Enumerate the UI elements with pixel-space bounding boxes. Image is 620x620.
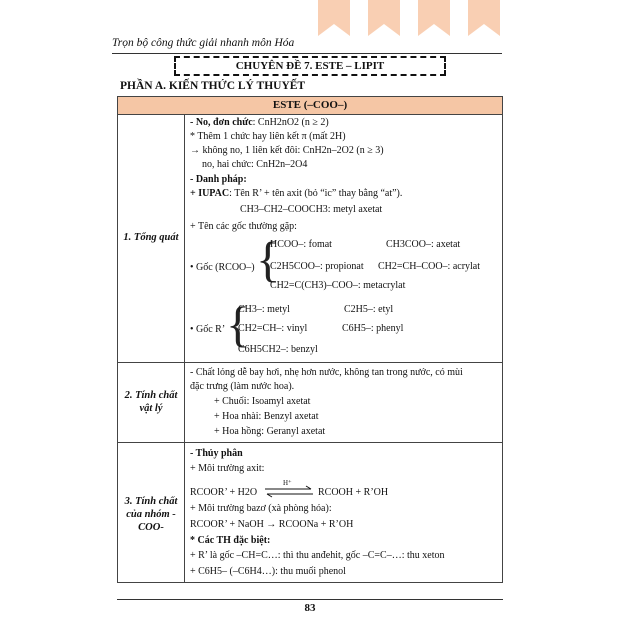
text-line: C2H5COO–: propionat <box>270 261 364 272</box>
catalyst-label: H⁺ <box>283 479 292 487</box>
running-head: Trọn bộ công thức giải nhanh môn Hóa <box>112 37 295 49</box>
text-line: - Thủy phân <box>190 448 243 459</box>
text-line: CH2=C(CH3)–COO–: metacrylat <box>270 280 406 291</box>
text-line: - Chất lỏng dễ bay hơi, nhẹ hơn nước, không tan trong nước, có mùi <box>190 367 463 378</box>
text-line: CH2=CH–COO–: acrylat <box>378 261 481 272</box>
text-line: → không no, 1 liên kết đôi: CnH2n–2O2 (n ≥ 3) <box>190 145 384 156</box>
text-line: + Môi trường axit: <box>190 463 265 474</box>
text-line: no, hai chức: CnH2n–2O4 <box>202 159 308 170</box>
text-bold: - No, đơn chức <box>190 117 253 128</box>
text-line: C2H5–: etyl <box>344 304 394 315</box>
part-title: PHẦN A. KIẾN THỨC LÝ THUYẾT <box>120 80 306 92</box>
banner-shape <box>318 0 350 36</box>
text-line: CH3–CH2–COOCH3: metyl axetat <box>240 204 383 215</box>
text-line: RCOOR’ + NaOH → RCOONa + R’OH <box>190 519 354 530</box>
page-number: 83 <box>304 602 316 614</box>
topic-title: CHUYÊN ĐỀ 7. ESTE – LIPIT <box>174 56 446 76</box>
text-line: • Gốc (RCOO–) <box>190 262 255 273</box>
text-span: : Tên R’ + tên axit (bỏ “ic” thay bằng “at”). <box>229 188 403 199</box>
text-line: • Gốc R’ <box>190 324 226 335</box>
table-header: ESTE (–COO–) <box>118 97 502 115</box>
header-rule <box>112 53 502 54</box>
column-divider <box>184 114 185 582</box>
text-bold: + IUPAC <box>190 188 230 199</box>
text-line: HCOO–: fomat <box>270 239 332 250</box>
text-line: - Danh pháp: <box>190 174 247 185</box>
left-brace: { <box>226 296 250 352</box>
row-label-physical: 2. Tính chất vật lý <box>124 390 178 414</box>
row-label-coo-group: 3. Tính chất của nhóm -COO- <box>124 496 178 533</box>
banner-shape <box>368 0 400 36</box>
left-brace: { <box>256 231 280 287</box>
text-line <box>190 188 402 200</box>
row-label-general: 1. Tổng quát <box>123 232 179 243</box>
equation-right: RCOOH + R’OH <box>318 487 389 498</box>
text-line: + Tên các gốc thường gặp: <box>190 221 297 232</box>
text-line: + Chuối: Isoamyl axetat <box>214 396 311 407</box>
text-line: C6H5–: phenyl <box>342 323 404 334</box>
content-table <box>117 96 503 583</box>
banner-shape <box>418 0 450 36</box>
equilibrium-arrow-icon <box>263 485 315 499</box>
text-span: : CnH2nO2 (n ≥ 2) <box>252 117 329 128</box>
text-line: + Hoa nhài: Benzyl axetat <box>214 411 319 422</box>
text-line: + R’ là gốc –CH=C…: thì thu anđehit, gốc –C=C–…: thu xeton <box>190 550 445 561</box>
banner-shape <box>468 0 500 36</box>
row-divider <box>118 442 502 443</box>
text-line <box>190 117 329 129</box>
text-line: C6H5CH2–: benzyl <box>238 344 318 355</box>
equation-left: RCOOR’ + H2O <box>190 487 258 498</box>
decorative-banners <box>0 0 620 42</box>
text-line: đặc trưng (làm nước hoa). <box>190 381 295 392</box>
footer-rule <box>117 599 503 600</box>
text-line: * Thêm 1 chức hay liên kết π (mất 2H) <box>190 131 346 142</box>
text-line: * Các TH đặc biệt: <box>190 535 271 546</box>
text-line: + Hoa hồng: Geranyl axetat <box>214 426 326 437</box>
text-line: + C6H5– (–C6H4…): thu muối phenol <box>190 566 346 577</box>
text-line: CH2=CH–: vinyl <box>238 323 308 334</box>
text-line: CH3–: metyl <box>238 304 290 315</box>
text-line: CH3COO–: axetat <box>386 239 461 250</box>
row-divider <box>118 362 502 363</box>
text-line: + Môi trường bazơ (xà phòng hóa): <box>190 503 332 514</box>
